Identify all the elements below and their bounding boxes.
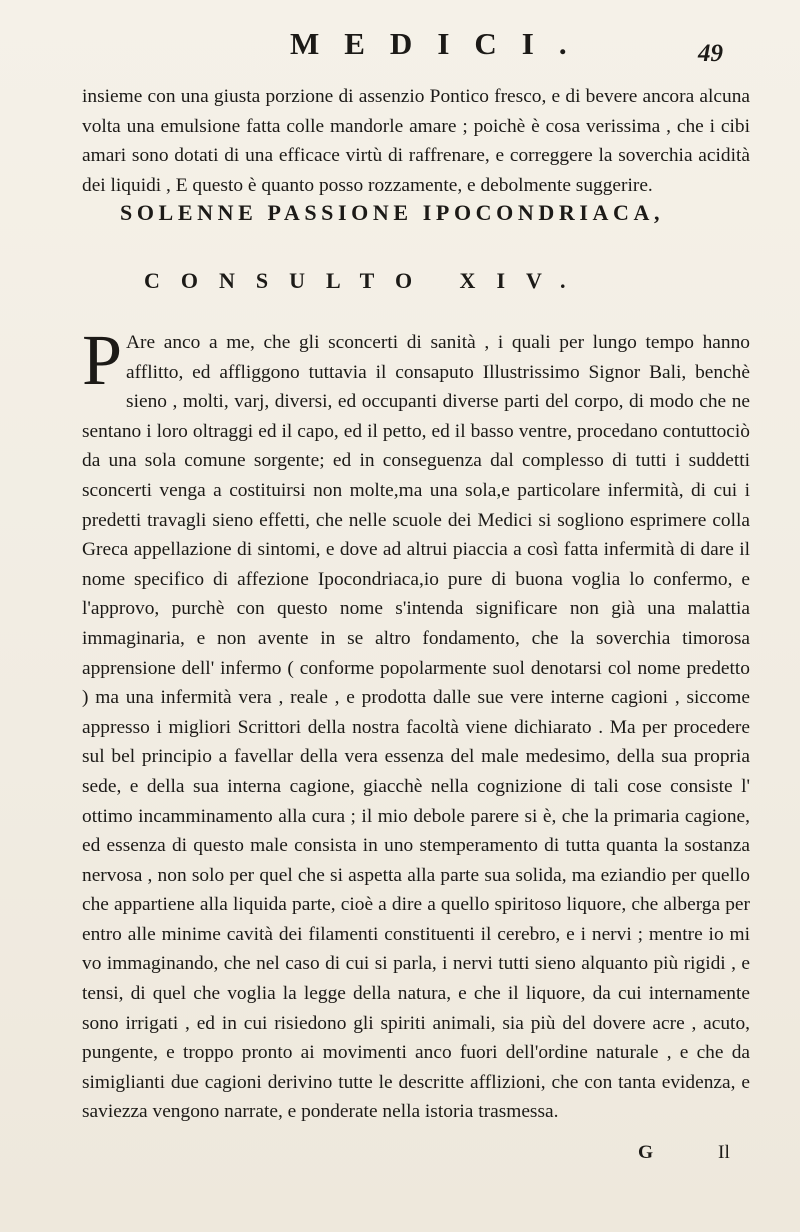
page-number: 49 <box>698 40 723 67</box>
consult-title: CONSULTO XIV. <box>144 268 587 293</box>
section-title: SOLENNE PASSIONE IPOCONDRIACA, <box>120 200 665 225</box>
signature-mark: G <box>638 1142 654 1163</box>
catchword: Il <box>718 1142 730 1163</box>
intro-paragraph: insieme con una giusta porzione di assenzio Pontico fresco, e di bevere ancora alcuna volta una emulsione fatta colle mandorle amare ; poichè è cosa verissima , che i cibi amari sono dotati di una efficace virtù di raffrenare, e correggere la soverchia acidità dei liquidi , E questo è quanto posso rozzamente, e debolmente suggerire. <box>82 86 750 196</box>
running-head <box>0 18 800 68</box>
page-footer <box>82 1142 750 1172</box>
running-title: MEDICI. <box>290 26 592 61</box>
body-paragraph <box>82 320 750 1127</box>
body-text: Are anco a me, che gli sconcerti di sanità , i quali per lungo tempo hanno afflitto, ed affliggono tuttavia il consaputo Illustrissimo Signor Bali, benchè sieno , molti, varj, diversi, ed occupanti diverse parti del corpo, di modo che ne sentano i loro oltraggi ed il capo, ed il petto, ed il basso ventre, procedano contuttociò da una sola comune sorgente; ed in conseguenza dal complesso di tutti i suddetti sconcerti venga a costituirsi non molte,ma una sola,e particolare infermità, di cui i predetti travagli sieno effetti, che nelle scuole dei Medici si sogliono esprimere colla Greca appellazione di sintomi, e dove ad altrui piaccia a così fatta infermità di dare il nome specifico di affezione Ipocondriaca,io pure di buona voglia lo confermo, e l'approvo, purchè con questo nome s'intenda significare non già una malattia immaginaria, e non avente in se altro fondamento, che la soverchia timorosa apprensione dell' infermo ( conforme popolarmente suol denotarsi col nome predetto ) ma una infermità vera , reale , e prodotta dalle sue vere interne cagioni , siccome appresso i migliori Scrittori della nostra facoltà viene dichiarato . Ma per procedere sul bel principio a favellar della vera essenza del male medesimo, della sua propria sede, e della sua interna cagione, giacchè nella cognizione di tali cose consiste l' ottimo incamminamento alla cura ; il mio debole parere si è, che la primaria cagione, ed essenza di questo male consista in uno stemperamento di tutta quanta la sostanza nervosa , non solo per quel che si aspetta alla parte sua solida, ma eziandio per quello che appartiene alla liquida parte, cioè a dire a quello spiritoso liquore, che alberga per entro alle minime cavità dei filamenti constituenti il cerebro, e i nervi ; mentre io mi vo immaginando, che nel caso di cui si parla, i nervi tutti sieno alquanto più rigidi , e tensi, di quel che voglia la legge della natura, e che il liquore, da cui internamente sono irrigati , ed in cui risiedono gli spiriti animali, sia più del dovere acre , acuto, pungente, e troppo pronto ai movimenti anco fuori dell'ordine naturale , e che da simiglianti due cagioni derivino tutte le descritte afflizioni, che con tanta evidenza, e saviezza vengono narrate, e ponderate nella istoria trasmessa. <box>82 332 750 1123</box>
drop-cap: P <box>82 320 123 400</box>
